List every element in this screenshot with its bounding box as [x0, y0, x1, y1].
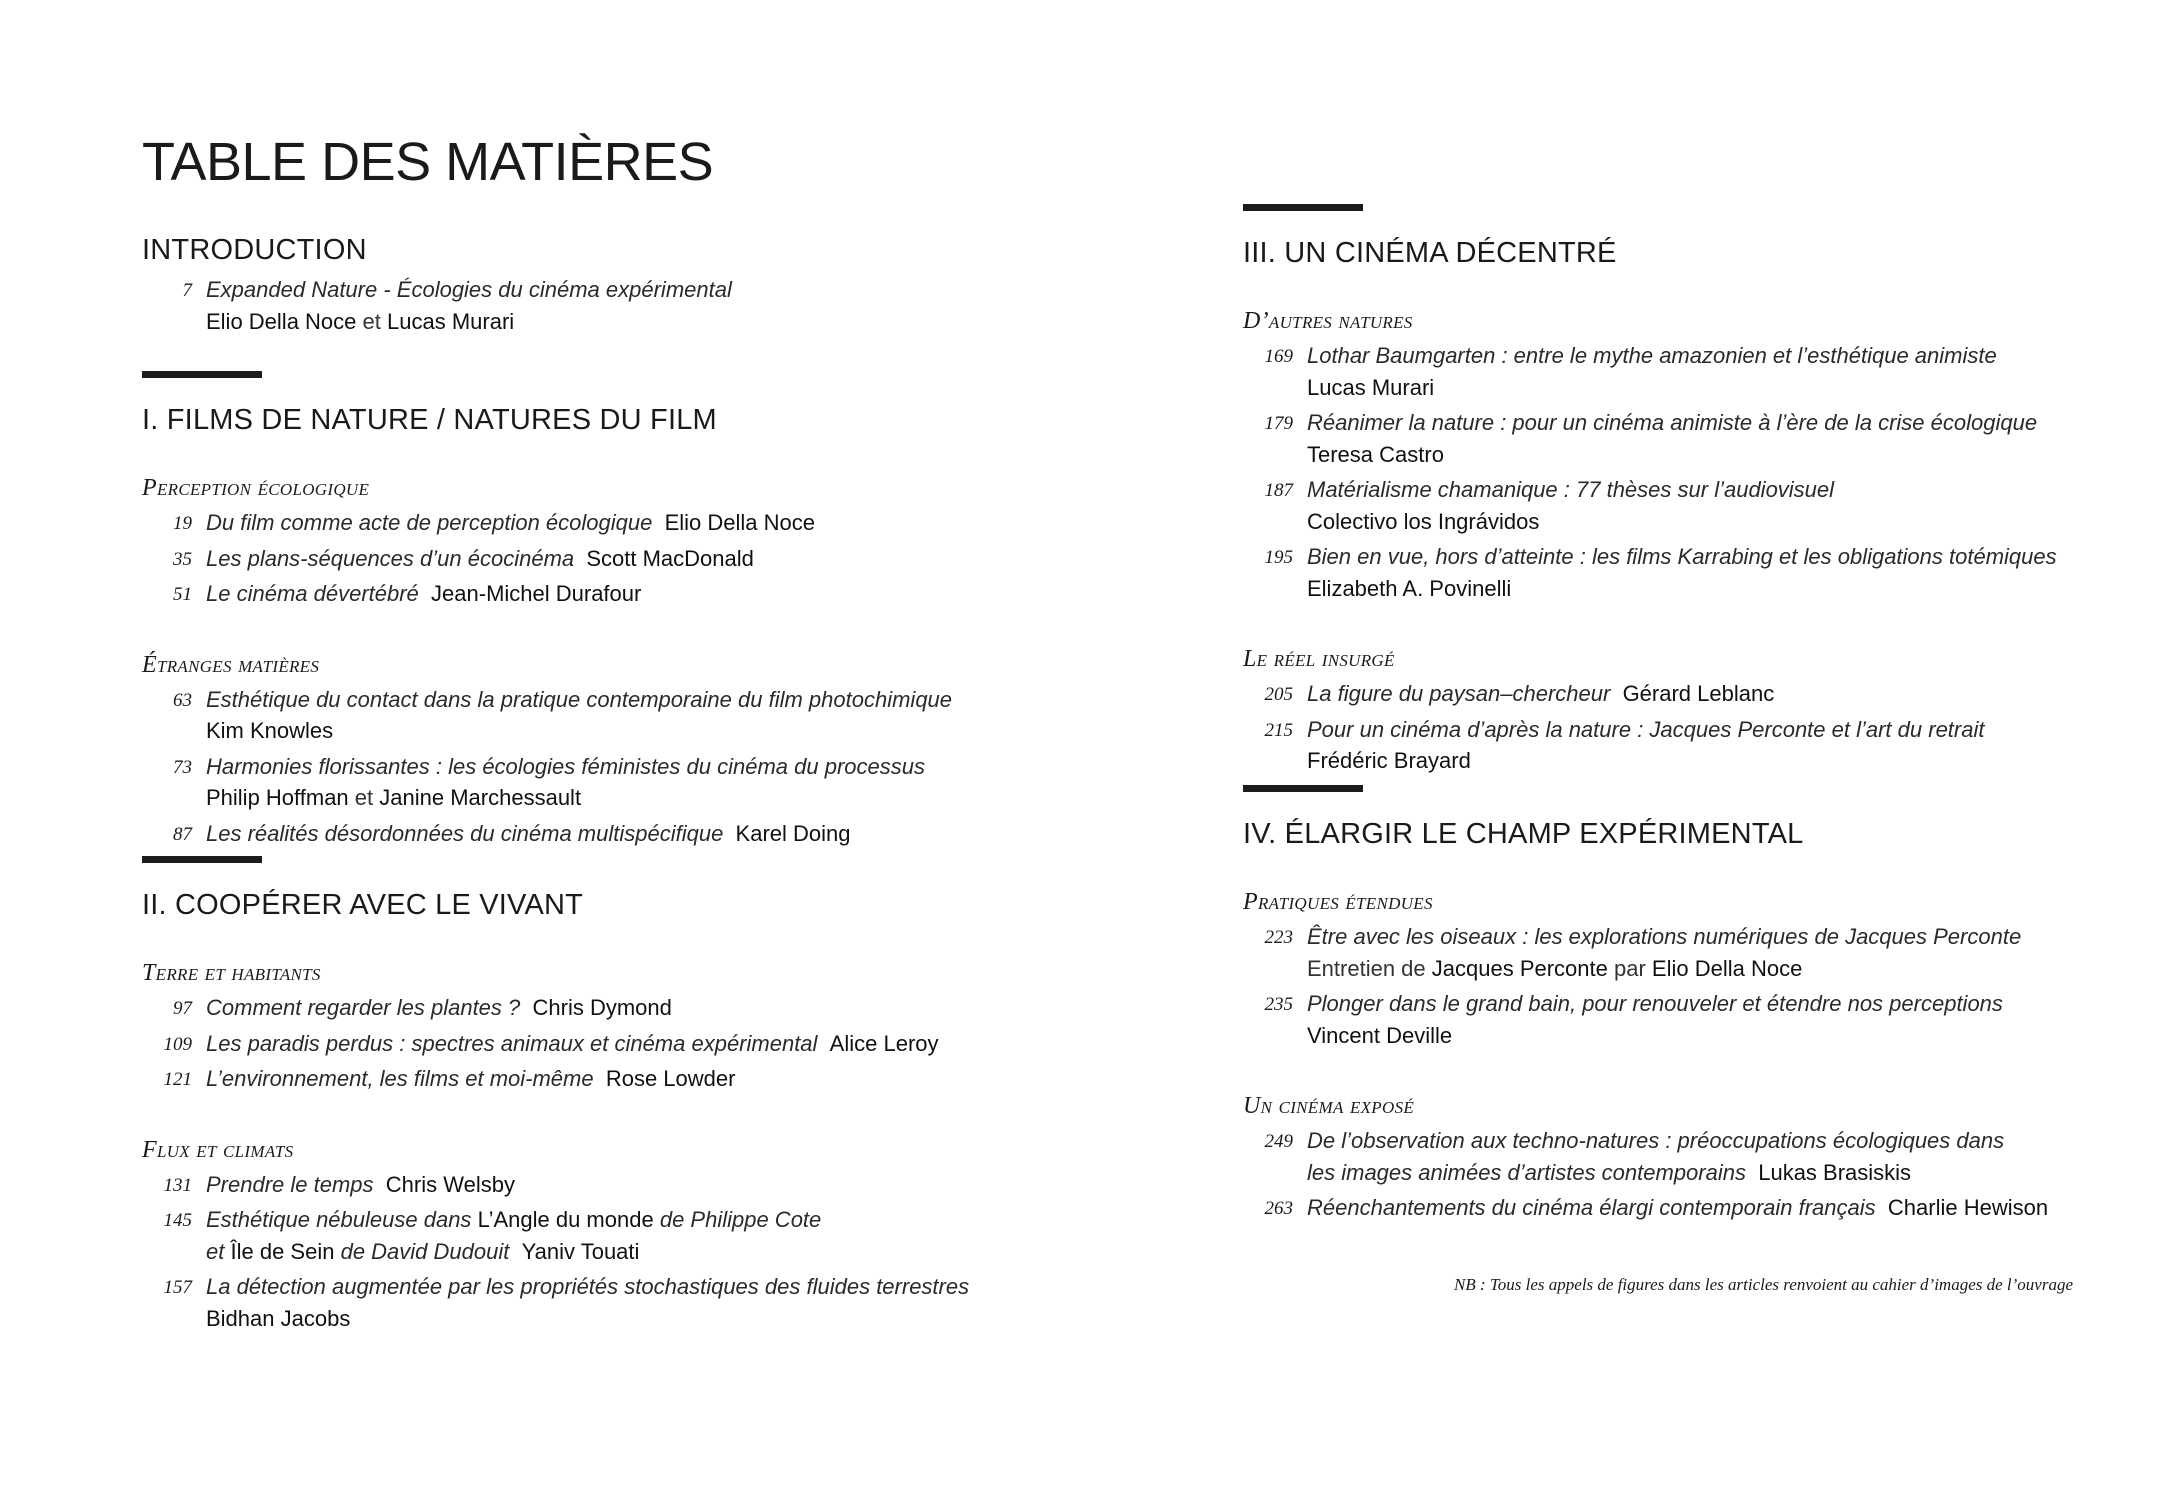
entry-author: Elio Della Noce	[664, 510, 815, 535]
part-1-block	[142, 371, 1092, 853]
footnote: NB : Tous les appels de figures dans les articles renvoient au cahier d’images de l’ouvrage	[1454, 1275, 2073, 1294]
work-title: Île de Sein	[230, 1238, 335, 1264]
entry-author: Elio Della Noce	[206, 308, 357, 334]
toc-entry[interactable]	[142, 1271, 1092, 1334]
entry-title: Comment regarder les plantes ?	[206, 995, 521, 1020]
toc-entry[interactable]	[1243, 407, 2143, 470]
section-heading: Terre et habitants	[142, 960, 321, 986]
part-2-block	[142, 856, 1092, 1338]
part-4-block	[1243, 785, 2143, 1228]
page-number: 145	[163, 1210, 192, 1231]
entry-title: Lothar Baumgarten : entre le mythe amazonien et l’esthétique animiste	[1307, 343, 1997, 368]
entry-author: Alice Leroy	[829, 1030, 939, 1056]
entry-author: Scott MacDonald	[586, 545, 754, 571]
section-divider	[142, 856, 262, 863]
entry-title: Prendre le temps	[206, 1171, 374, 1197]
entry-author: Philip Hoffman	[206, 785, 349, 810]
entry-author: Rose Lowder	[605, 1066, 736, 1091]
entry-author: Charlie Hewison	[1887, 1195, 2049, 1220]
entry-author: Kim Knowles	[206, 718, 334, 743]
section-divider	[1243, 204, 1363, 211]
entry-title: Réanimer la nature : pour un cinéma animiste à l’ère de la crise écologique	[1307, 410, 2038, 435]
entry-author: Lukas Brasiskis	[1758, 1159, 1912, 1185]
entry-author: Janine Marchessault	[379, 785, 582, 810]
toc-entry[interactable]	[142, 507, 1092, 539]
part-heading-2: II. COOPÉRER AVEC LE VIVANT	[142, 889, 584, 921]
page-number: 187	[1264, 480, 1293, 501]
toc-entry[interactable]	[1243, 714, 2143, 777]
entry-title: Harmonies florissantes : les écologies féministes du cinéma du processus	[206, 753, 925, 779]
section-heading: Le réel insurgé	[1243, 646, 1395, 672]
entry-title: Les paradis perdus : spectres animaux et cinéma expérimental	[206, 1030, 818, 1056]
entry-title: Bien en vue, hors d’atteinte : les films Karrabing et les obligations totémiques	[1307, 544, 2057, 569]
section-heading: Perception écologique	[142, 475, 370, 501]
entry-title: et	[206, 1238, 225, 1264]
entry-title: Les plans-séquences d’un écocinéma	[206, 545, 575, 571]
entry-title: Esthétique du contact dans la pratique contemporaine du film photochimique	[206, 686, 953, 712]
toc-entry[interactable]	[142, 684, 1092, 747]
section-heading: Un cinéma exposé	[1243, 1093, 1415, 1119]
entry-author: Lucas Murari	[387, 308, 515, 334]
entry-title: Du film comme acte de perception écologique	[206, 510, 653, 535]
toc-entry[interactable]	[142, 1169, 1092, 1201]
section-heading: Flux et climats	[142, 1136, 294, 1163]
page-number: 249	[1264, 1131, 1293, 1152]
page-number: 215	[1264, 719, 1293, 741]
entry-title: Plonger dans le grand bain, pour renouveler et étendre nos perceptions	[1307, 991, 2003, 1016]
page-title: TABLE DES MATIÈRES	[142, 132, 714, 192]
entry-author: Elio Della Noce	[1651, 955, 1803, 981]
toc-entry[interactable]	[142, 578, 1092, 610]
toc-entry[interactable]	[1243, 988, 2143, 1051]
entry-title: Le cinéma dévertébré	[206, 581, 419, 606]
section-divider	[1243, 785, 1363, 792]
entry-author: Jacques Perconte	[1431, 955, 1608, 981]
entry-title: les images animées d’artistes contemporains	[1307, 1159, 1746, 1185]
page-number: 51	[173, 584, 192, 605]
page-number: 35	[173, 548, 192, 570]
toc-entry[interactable]	[1243, 340, 2143, 403]
entry-title: Expanded Nature - Écologies du cinéma expérimental	[206, 277, 732, 302]
entry-author: Karel Doing	[735, 820, 851, 846]
entry-author: Chris Dymond	[532, 995, 672, 1020]
part-heading-4: IV. ÉLARGIR LE CHAMP EXPÉRIMENTAL	[1243, 818, 1804, 850]
entry-title: de David Dudouit	[340, 1238, 510, 1264]
entry-conjunction: par	[1614, 955, 1646, 981]
page-number: 7	[182, 280, 192, 301]
section-divider	[142, 371, 262, 378]
part-heading-1: I. FILMS DE NATURE / NATURES DU FILM	[142, 404, 717, 436]
page-number: 121	[163, 1069, 192, 1090]
part-heading-3: III. UN CINÉMA DÉCENTRÉ	[1243, 237, 1617, 269]
part-3-block	[1243, 204, 2143, 781]
page-number: 157	[163, 1277, 192, 1298]
page-number: 109	[163, 1033, 192, 1055]
toc-entry[interactable]	[142, 751, 1092, 814]
entry-author: Chris Welsby	[385, 1171, 515, 1197]
entry-title: de Philippe Cote	[659, 1207, 822, 1232]
entry-author: Teresa Castro	[1307, 441, 1444, 467]
page-number: 235	[1264, 994, 1293, 1015]
toc-entry[interactable]	[1243, 541, 2143, 604]
entry-title: La figure du paysan–chercheur	[1307, 681, 1611, 706]
page-number: 73	[173, 756, 192, 778]
introduction-block	[142, 232, 1092, 341]
entry-prefix: Entretien de	[1307, 955, 1426, 981]
page-number: 169	[1264, 346, 1293, 367]
entry-title: L’environnement, les films et moi-même	[206, 1066, 594, 1091]
entry-title: Réenchantements du cinéma élargi contemporain français	[1307, 1195, 1876, 1220]
entry-author: Lucas Murari	[1307, 374, 1435, 400]
entry-title: Matérialisme chamanique : 77 thèses sur l’audiovisuel	[1307, 477, 1835, 502]
section-heading: Étranges matières	[142, 651, 320, 678]
toc-entry[interactable]	[1243, 921, 2143, 984]
toc-entry[interactable]	[142, 274, 1092, 337]
page-number: 63	[173, 689, 192, 711]
entry-author: Frédéric Brayard	[1307, 748, 1471, 773]
work-title: L’Angle du monde	[477, 1207, 654, 1232]
entry-title: De l’observation aux techno-natures : préoccupations écologiques dans	[1307, 1128, 2005, 1153]
toc-entry[interactable]	[142, 1204, 1092, 1267]
page-number: 87	[173, 823, 192, 845]
toc-entry[interactable]	[1243, 678, 2143, 710]
entry-title: Esthétique nébuleuse dans	[206, 1207, 472, 1232]
toc-entry[interactable]	[142, 818, 1092, 850]
entry-title: Les réalités désordonnées du cinéma multispécifique	[206, 820, 724, 846]
entry-author: Jean-Michel Durafour	[431, 581, 642, 606]
entry-author: Colectivo los Ingrávidos	[1307, 508, 1540, 534]
part-heading-introduction: INTRODUCTION	[142, 234, 367, 266]
entry-author: Gérard Leblanc	[1622, 681, 1775, 706]
entry-conjunction: et	[362, 308, 381, 334]
page-number: 223	[1264, 927, 1293, 948]
page-number: 97	[173, 998, 192, 1019]
entry-title: La détection augmentée par les propriétés stochastiques des fluides terrestres	[206, 1274, 970, 1299]
entry-conjunction: et	[354, 785, 374, 810]
entry-author: Yaniv Touati	[521, 1238, 640, 1264]
toc-entry[interactable]	[142, 1028, 1092, 1060]
page-number: 195	[1264, 547, 1293, 568]
entry-author: Bidhan Jacobs	[206, 1305, 351, 1331]
page-number: 205	[1264, 684, 1293, 705]
entry-author: Vincent Deville	[1307, 1022, 1453, 1048]
section-heading: Pratiques étendues	[1243, 889, 1433, 915]
toc-entry[interactable]	[142, 543, 1092, 575]
toc-entry[interactable]	[1243, 1125, 2143, 1188]
page-number: 19	[173, 513, 192, 534]
page-number: 263	[1264, 1198, 1293, 1219]
entry-title: Pour un cinéma d’après la nature : Jacques Perconte et l’art du retrait	[1307, 716, 1985, 742]
page-number: 131	[163, 1174, 192, 1196]
page-number: 179	[1264, 413, 1293, 434]
toc-entry[interactable]	[142, 1063, 1092, 1095]
toc-entry[interactable]	[1243, 474, 2143, 537]
toc-entry[interactable]	[1243, 1192, 2143, 1224]
toc-entry[interactable]	[142, 992, 1092, 1024]
entry-author: Elizabeth A. Povinelli	[1307, 575, 1512, 601]
section-heading: D’autres natures	[1243, 308, 1413, 334]
entry-title: Être avec les oiseaux : les explorations numériques de Jacques Perconte	[1307, 924, 2022, 949]
